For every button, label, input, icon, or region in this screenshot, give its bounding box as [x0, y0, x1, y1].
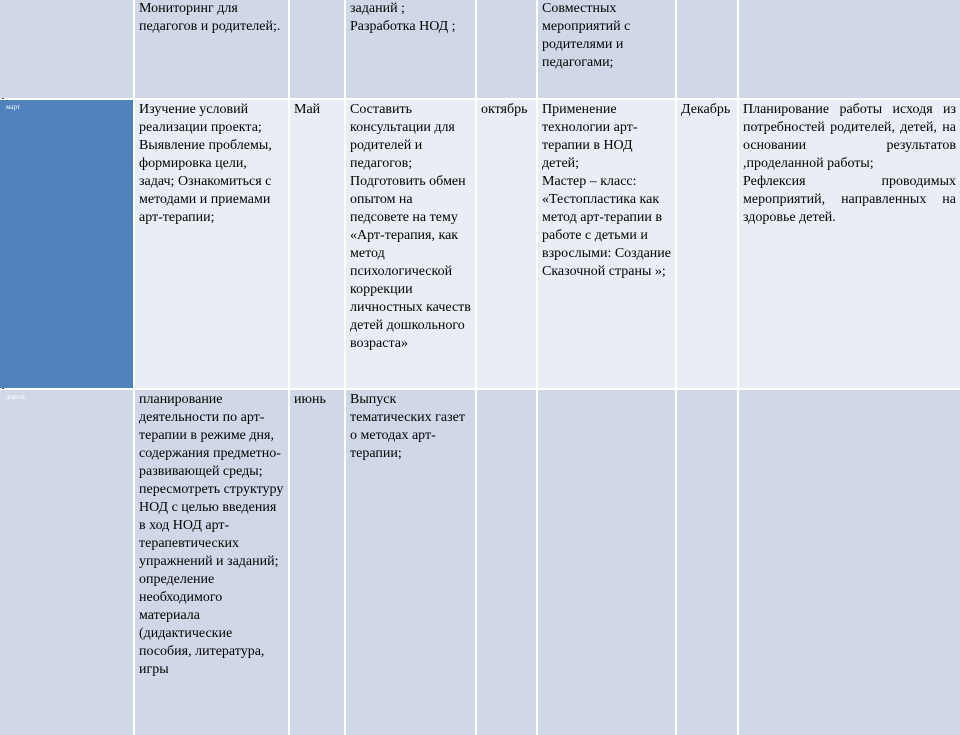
- table-row: [0, 0, 960, 98]
- month-cell: [290, 0, 346, 98]
- plan-cell: планирование деятельности по арт-терапии в режиме дня, содержания предметно-развивающей среды; пересмотреть структуру НОД с целью введения в ход НОД арт-терапевтических упражнений и заданий; определение необходимого материала (дидактические пособия, литература, игры: [135, 390, 290, 735]
- plan-cell: [739, 0, 960, 98]
- month-cell: [0, 0, 135, 98]
- month-cell: [677, 0, 739, 98]
- table-row: [0, 389, 960, 735]
- plan-cell: Составить консультации для родителей и педагогов; Подготовить обмен опытом на педсовете на тему «Арт-терапия, как метод психологической коррекции личностных качеств детей дошкольного возраста»: [346, 100, 477, 388]
- plan-cell: Применение технологии арт-терапии в НОД детей; Мастер – класс: «Тестопластика как метод арт-терапии в работе с детьми и взрослыми: Создание Сказочной страны »;: [538, 100, 677, 388]
- plan-cell: Совместных мероприятий с родителями и педагогами;: [538, 0, 677, 98]
- month-cell: [477, 390, 538, 735]
- plan-cell: Мониторинг для педагогов и родителей;.: [135, 0, 290, 98]
- plan-cell: Выпуск тематических газет о методах арт-терапии;: [346, 390, 477, 735]
- month-cell: Декабрь: [677, 100, 739, 388]
- plan-cell: заданий ; Разработка НОД ;: [346, 0, 477, 98]
- month-cell: Май: [290, 100, 346, 388]
- month-cell: июнь: [290, 390, 346, 735]
- month-cell: [477, 0, 538, 98]
- plan-cell: [538, 390, 677, 735]
- month-cell: апрель: [0, 390, 135, 735]
- plan-cell: [739, 390, 960, 735]
- month-cell: [677, 390, 739, 735]
- table-row: [0, 99, 960, 388]
- plan-cell: Планирование работы исходя из потребностей родителей, детей, на основании результатов ,проделанной работы; Рефлексия проводимых мероприятий, направленных на здоровье детей.: [739, 100, 960, 388]
- month-cell: март: [0, 100, 135, 388]
- month-cell: октябрь: [477, 100, 538, 388]
- plan-cell: Изучение условий реализации проекта; Выявление проблемы, формировка цели, задач; Ознакомиться с методами и приемами арт-терапии;: [135, 100, 290, 388]
